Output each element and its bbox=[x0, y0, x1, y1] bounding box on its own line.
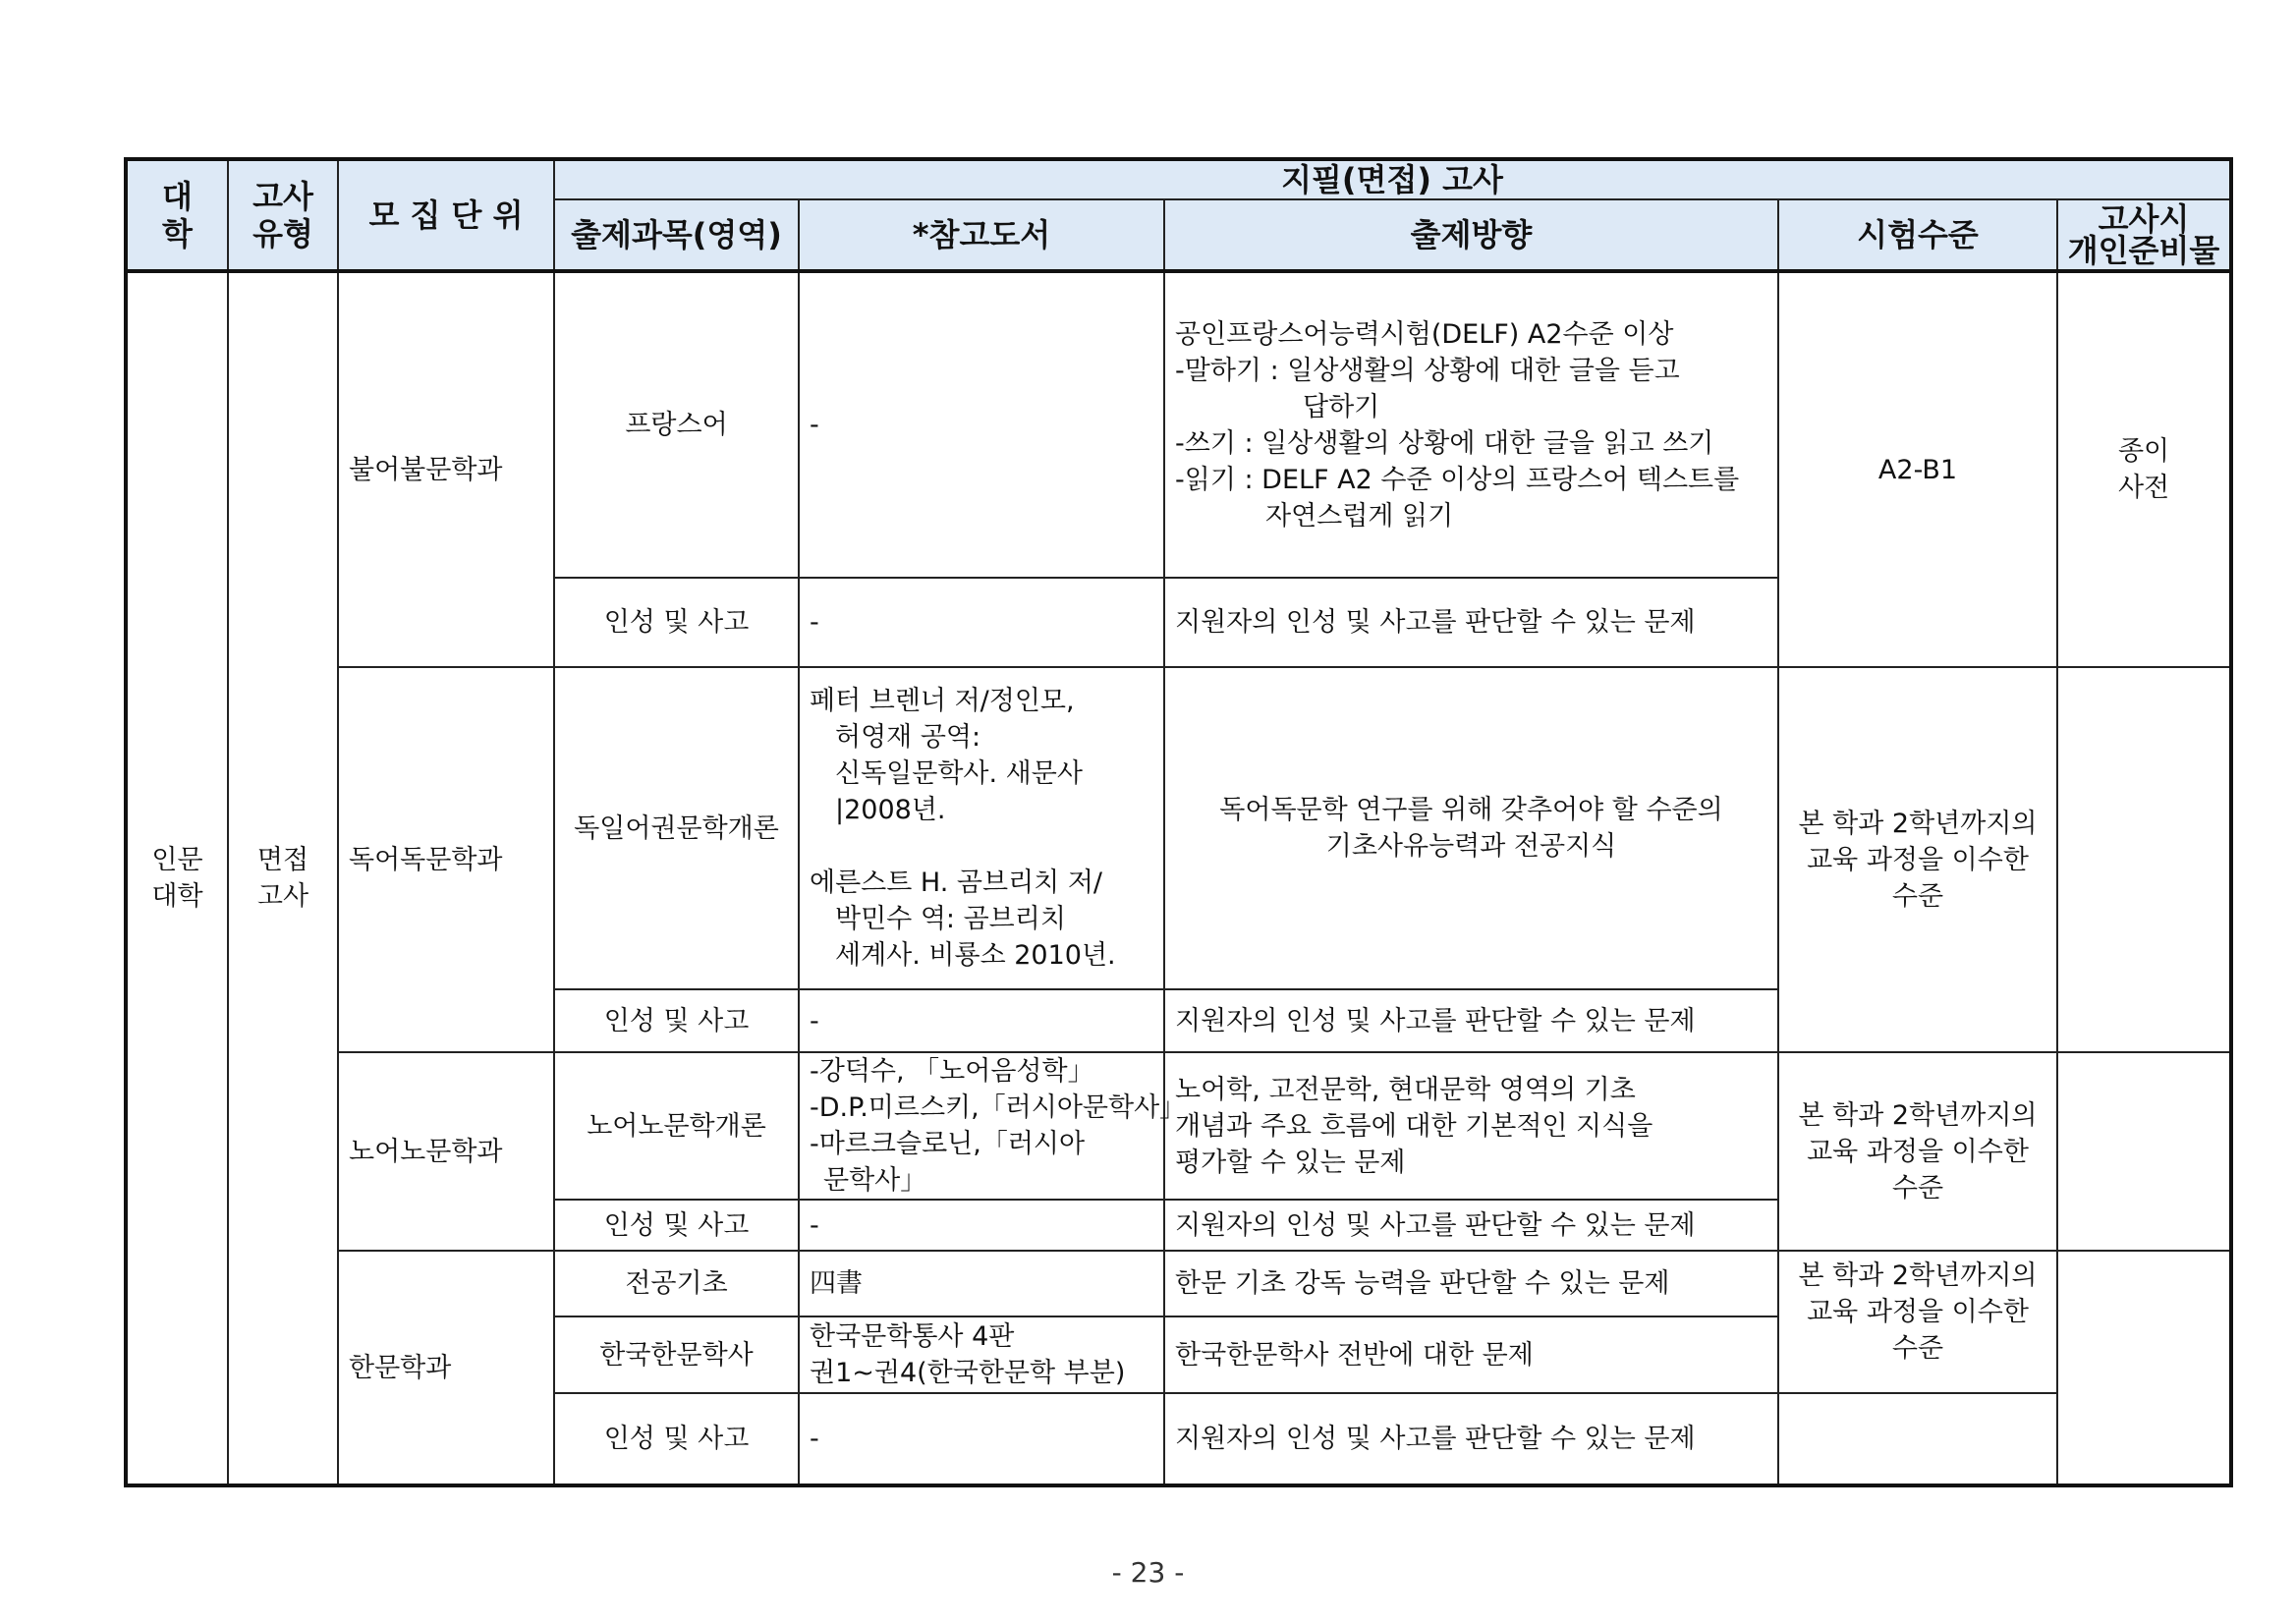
subject-classical-history: 한국한문학사 bbox=[554, 1316, 799, 1393]
reference-russian-line: -D.P.미르스키,「러시아문학사」 bbox=[810, 1092, 1187, 1123]
header-materials-line1: 고사시 bbox=[2098, 200, 2190, 238]
reference-russian-personality: - bbox=[799, 1200, 1164, 1251]
level-line: 수준 bbox=[1891, 1172, 1944, 1204]
reference-german-line: 허영재 공역: bbox=[835, 722, 981, 753]
reference-classical-personality: - bbox=[799, 1393, 1164, 1485]
direction-french-line: 답하기 bbox=[1303, 391, 1380, 422]
reference-german-line: 신독일문학사. 새문사 bbox=[835, 758, 1083, 789]
reference-german-personality: - bbox=[799, 989, 1164, 1052]
reference-russian bbox=[799, 1052, 1187, 1200]
level-french: A2-B1 bbox=[1778, 271, 2057, 667]
reference-classical-basic: 四書 bbox=[799, 1251, 1164, 1316]
reference-german-line: 페터 브렌너 저/정인모, bbox=[810, 686, 1075, 716]
unit-russian: 노어노문학과 bbox=[338, 1052, 554, 1251]
unit-classical: 한문학과 bbox=[338, 1251, 554, 1485]
exam-type-line2: 고사 bbox=[256, 881, 309, 912]
header-unit: 모 집 단 위 bbox=[338, 159, 554, 271]
direction-russian bbox=[1164, 1052, 1778, 1200]
header-level: 시험수준 bbox=[1778, 199, 2057, 271]
college-line1: 인문 bbox=[151, 845, 203, 875]
level-german bbox=[1778, 667, 2057, 1052]
header-subject: 출제과목(영역) bbox=[554, 199, 799, 271]
materials-line: 사전 bbox=[2117, 473, 2170, 503]
header-college bbox=[126, 159, 228, 271]
header-materials-line2: 개인준비물 bbox=[2067, 232, 2220, 269]
subject-russian-personality: 인성 및 사고 bbox=[554, 1200, 799, 1251]
reference-classical-line: 권1~권4(한국한문학 부분) bbox=[810, 1358, 1126, 1388]
subject-french: 프랑스어 bbox=[554, 271, 799, 578]
level-line: 본 학과 2학년까지의 bbox=[1798, 808, 2038, 839]
college-line2: 대학 bbox=[151, 881, 203, 912]
level-russian bbox=[1778, 1052, 2057, 1251]
materials-classical bbox=[2057, 1251, 2231, 1485]
level-line: 교육 과정을 이수한 bbox=[1807, 844, 2029, 875]
subject-german: 독일어권문학개론 bbox=[554, 667, 799, 989]
level-line: 수준 bbox=[1891, 1333, 1944, 1364]
direction-german-personality: 지원자의 인성 및 사고를 판단할 수 있는 문제 bbox=[1164, 989, 1778, 1052]
level-line: 본 학과 2학년까지의 bbox=[1798, 1099, 2038, 1131]
direction-russian-line: 개념과 주요 흐름에 대한 기본적인 지식을 bbox=[1175, 1110, 1653, 1142]
header-materials bbox=[2057, 199, 2231, 271]
direction-classical-history: 한국한문학사 전반에 대한 문제 bbox=[1164, 1316, 1778, 1393]
page-number: - 23 - bbox=[1111, 1556, 1185, 1589]
materials-french bbox=[2057, 271, 2231, 667]
header-college-line2: 학 bbox=[162, 215, 193, 252]
direction-french-line: 자연스럽게 읽기 bbox=[1265, 500, 1454, 532]
reference-german-line: 박민수 역: 곰브리치 bbox=[835, 904, 1066, 934]
direction-russian-personality: 지원자의 인성 및 사고를 판단할 수 있는 문제 bbox=[1164, 1200, 1778, 1251]
reference-french: - bbox=[799, 271, 1164, 578]
college-cell bbox=[126, 271, 228, 1485]
direction-classical-basic: 한문 기초 강독 능력을 판단할 수 있는 문제 bbox=[1164, 1251, 1778, 1316]
reference-german bbox=[799, 667, 1164, 989]
materials-russian bbox=[2057, 1052, 2231, 1251]
direction-french-line: -말하기 : 일상생활의 상황에 대한 글을 듣고 bbox=[1175, 355, 1680, 386]
unit-german: 독어독문학과 bbox=[338, 667, 554, 1052]
materials-line: 종이 bbox=[2117, 436, 2170, 467]
reference-german-line: |2008년. bbox=[835, 795, 946, 825]
header-college-line1: 대 bbox=[162, 178, 193, 215]
reference-classical-history bbox=[799, 1316, 1164, 1393]
exam-type-line1: 면접 bbox=[256, 845, 309, 875]
exam-type-cell bbox=[228, 271, 338, 1485]
materials-german bbox=[2057, 667, 2231, 1052]
direction-french-personality: 지원자의 인성 및 사고를 판단할 수 있는 문제 bbox=[1164, 578, 1778, 667]
level-line: 수준 bbox=[1891, 880, 1944, 912]
level-line: 교육 과정을 이수한 bbox=[1807, 1136, 2029, 1167]
reference-classical-line: 한국문학통사 4판 bbox=[810, 1321, 1015, 1352]
unit-french: 불어불문학과 bbox=[338, 271, 554, 667]
header-exam-type bbox=[228, 159, 338, 271]
direction-french-line: -쓰기 : 일상생활의 상황에 대한 글을 읽고 쓰기 bbox=[1175, 427, 1714, 459]
subject-german-personality: 인성 및 사고 bbox=[554, 989, 799, 1052]
subject-classical-basic: 전공기초 bbox=[554, 1251, 799, 1316]
subject-classical-personality: 인성 및 사고 bbox=[554, 1393, 799, 1485]
subject-russian: 노어노문학개론 bbox=[554, 1052, 799, 1200]
reference-russian-line: -강덕수, 「노어음성학」 bbox=[810, 1056, 1094, 1087]
reference-german-line: 에른스트 H. 곰브리치 저/ bbox=[810, 868, 1102, 898]
header-reference: *참고도서 bbox=[799, 199, 1164, 271]
reference-german-spacer bbox=[810, 828, 1155, 865]
reference-russian-line: 문학사」 bbox=[823, 1165, 927, 1196]
direction-french-line: -읽기 : DELF A2 수준 이상의 프랑스어 텍스트를 bbox=[1175, 464, 1740, 495]
reference-russian-line: -마르크슬로닌,「러시아 bbox=[810, 1129, 1086, 1159]
direction-russian-line: 평가할 수 있는 문제 bbox=[1175, 1147, 1406, 1178]
reference-french-personality: - bbox=[799, 578, 1164, 667]
level-line: 본 학과 2학년까지의 bbox=[1798, 1260, 2038, 1291]
level-classical-empty bbox=[1778, 1393, 2057, 1485]
header-exam-type-line1: 고사 bbox=[252, 178, 313, 215]
exam-table bbox=[124, 157, 2233, 1487]
direction-classical-personality: 지원자의 인성 및 사고를 판단할 수 있는 문제 bbox=[1164, 1393, 1778, 1485]
direction-german-line: 기초사유능력과 전공지식 bbox=[1325, 831, 1617, 862]
direction-russian-line: 노어학, 고전문학, 현대문학 영역의 기초 bbox=[1175, 1074, 1636, 1105]
subject-french-personality: 인성 및 사고 bbox=[554, 578, 799, 667]
header-group: 지필(면접) 고사 bbox=[554, 159, 2231, 199]
reference-german-line: 세계사. 비룡소 2010년. bbox=[835, 940, 1116, 971]
direction-german-line: 독어독문학 연구를 위해 갖추어야 할 수준의 bbox=[1219, 795, 1723, 825]
level-line: 교육 과정을 이수한 bbox=[1807, 1297, 2029, 1327]
level-classical bbox=[1778, 1251, 2057, 1393]
direction-german bbox=[1164, 667, 1778, 989]
header-direction: 출제방향 bbox=[1164, 199, 1778, 271]
direction-french-line: 공인프랑스어능력시험(DELF) A2수준 이상 bbox=[1175, 318, 1674, 350]
direction-french bbox=[1164, 271, 1778, 578]
header-exam-type-line2: 유형 bbox=[252, 215, 313, 252]
